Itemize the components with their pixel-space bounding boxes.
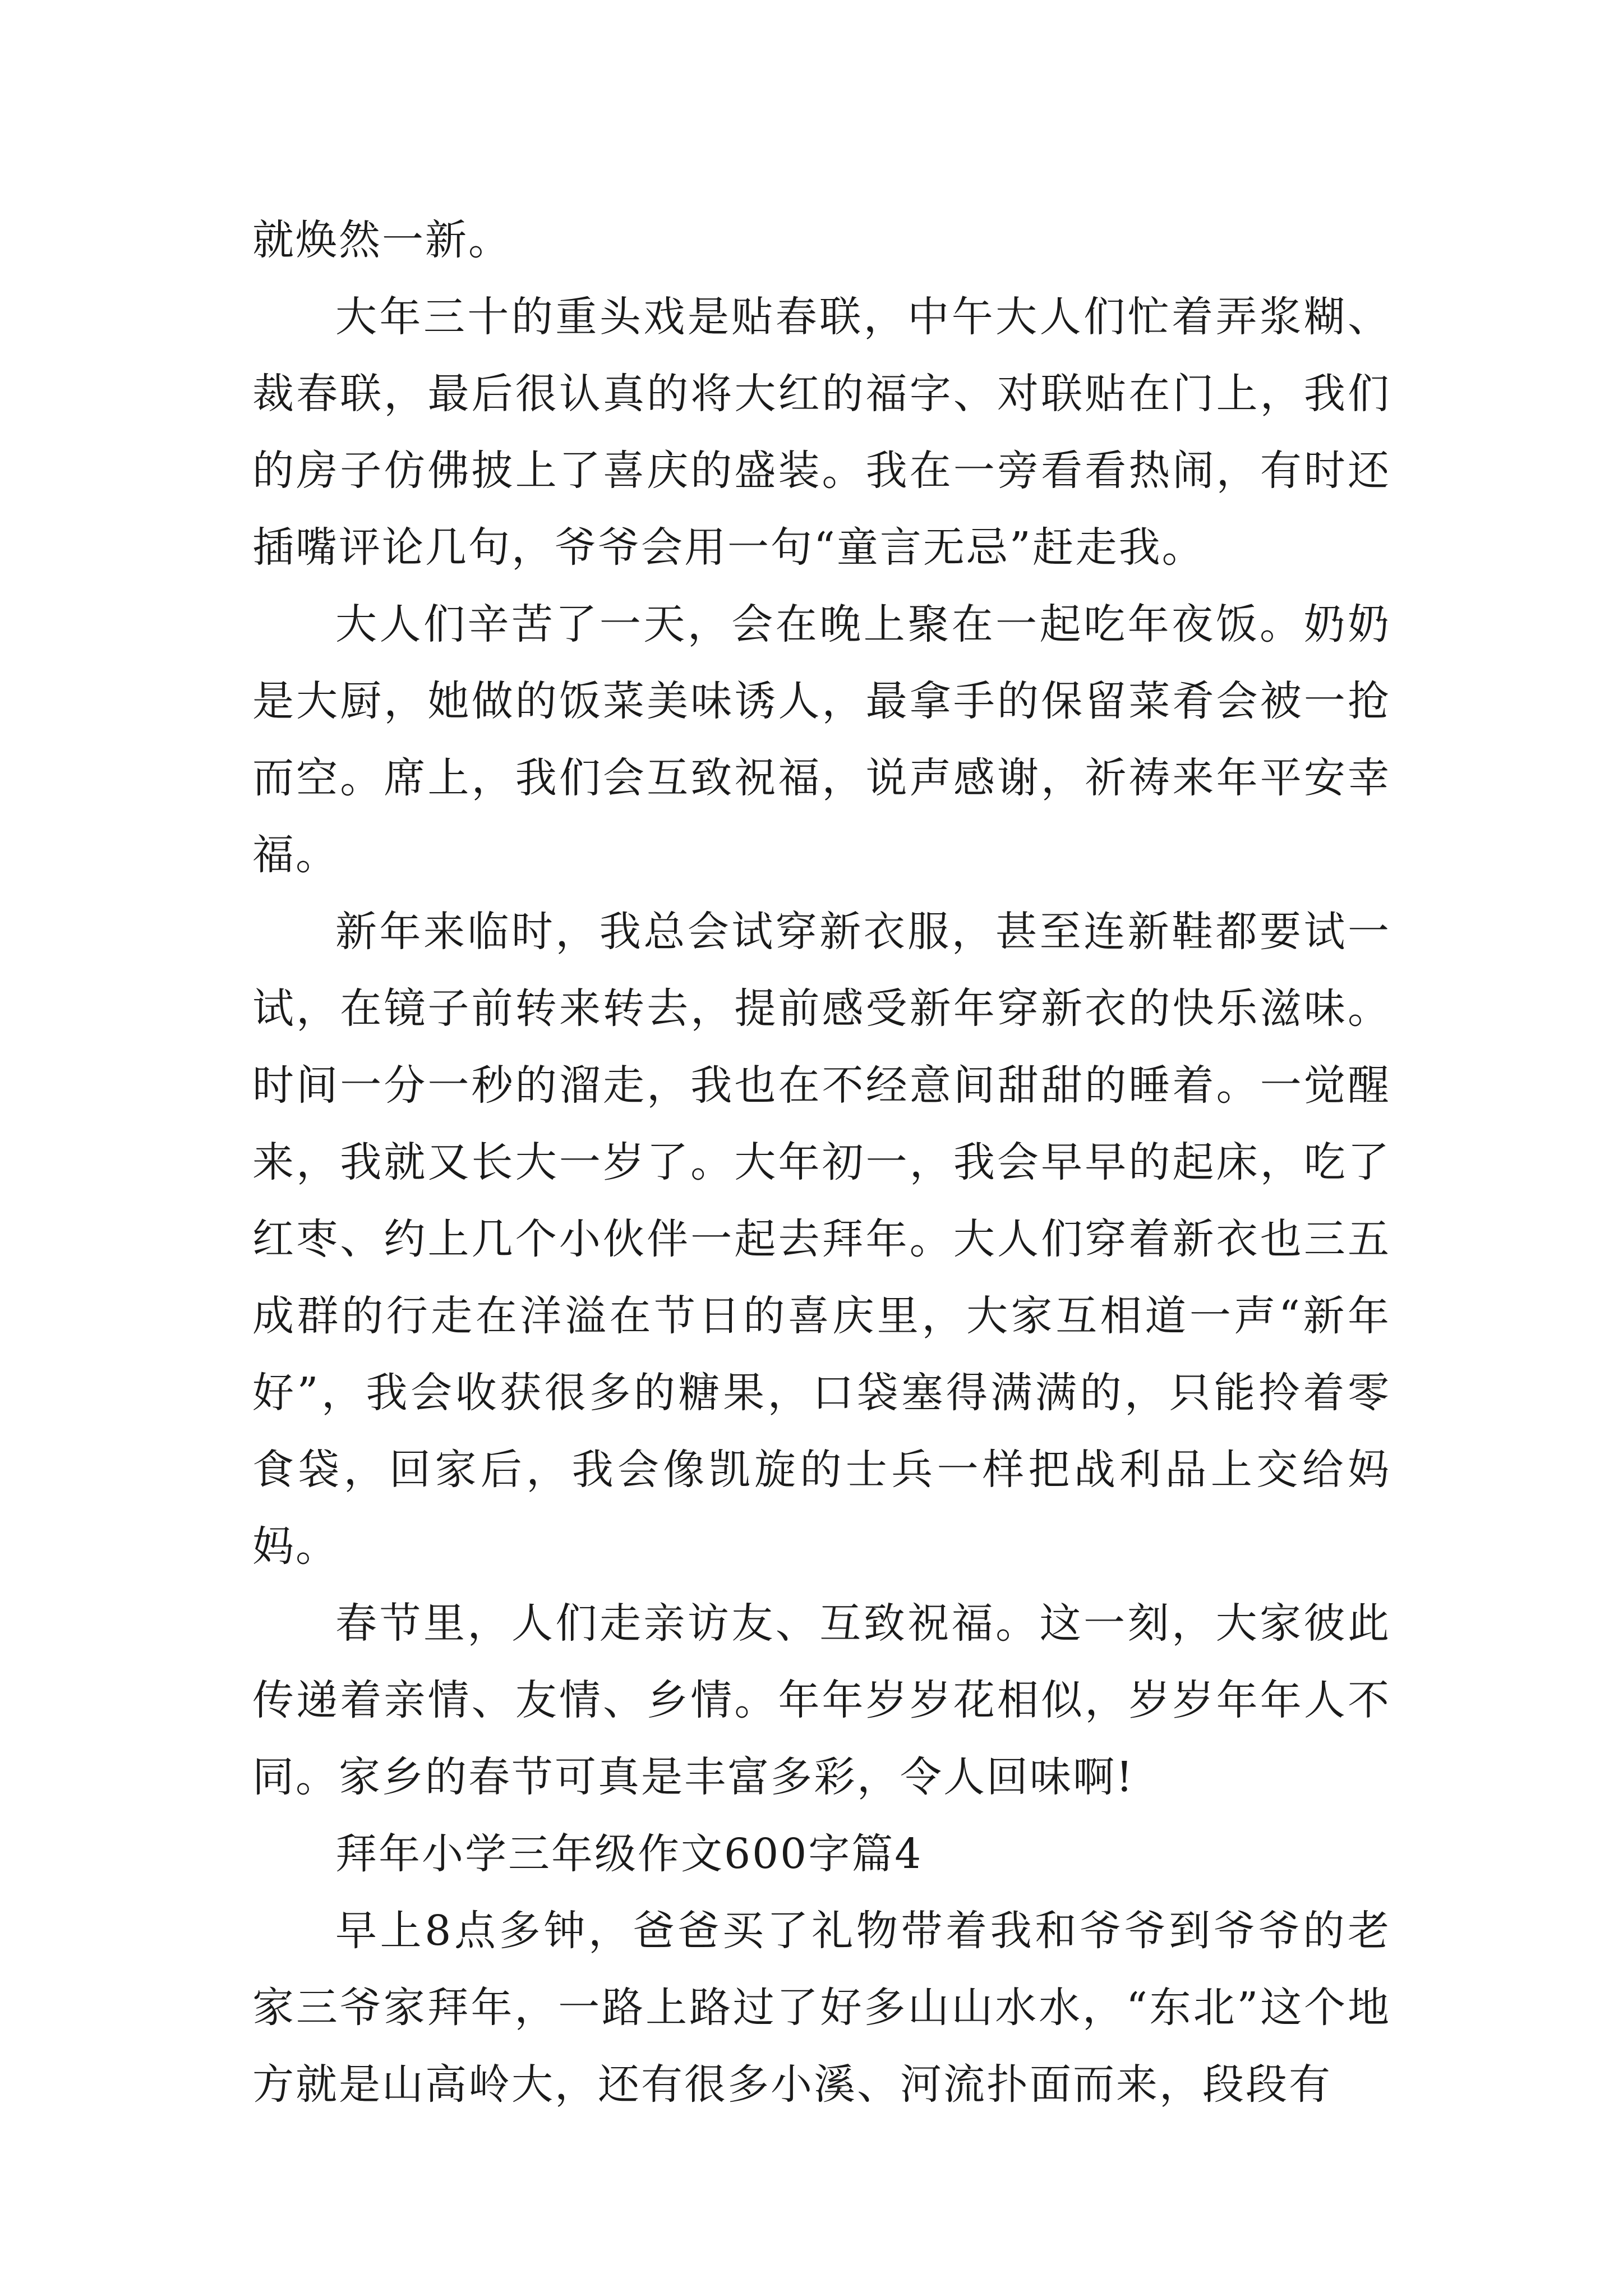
paragraph-continuation: 就焕然一新。	[252, 216, 511, 264]
paragraph-new-clothes: 新年来临时，我总会试穿新衣服，甚至连新鞋都要试一试，在镜子前转来转去，提前感受新年穿新衣的快乐滋味。时间一分一秒的溜走，我也在不经意间甜甜的睡着。一觉醒来，我就又长大一岁了。大年初一，我会早早的起床，吃了红枣、约上几个小伙伴一起去拜年。大人们穿着新衣也三五成群的行走在洋溢在节日的喜庆里，大家互相道一声“新年好”，我会收获很多的糖果，口袋塞得满满的，只能拎着零食袋，回家后，我会像凯旋的士兵一样把战利品上交给妈妈。	[252, 908, 1391, 1571]
paragraph-visit-relatives: 早上8点多钟，爸爸买了礼物带着我和爷爷到爷爷的老家三爷家拜年，一路上路过了好多山山水水，“东北”这个地方就是山高岭大，还有很多小溪、河流扑面而来，段段有	[252, 1907, 1391, 2109]
section-heading: 拜年小学三年级作文600字篇4	[335, 1830, 923, 1878]
document-body	[252, 202, 1391, 2123]
paragraph-conclusion: 春节里，人们走亲访友、互致祝福。这一刻，大家彼此传递着亲情、友情、乡情。年年岁岁花相似，岁岁年年人不同。家乡的春节可真是丰富多彩，令人回味啊!	[252, 1599, 1391, 1801]
paragraph-spring-couplets: 大年三十的重头戏是贴春联，中午大人们忙着弄浆糊、裁春联，最后很认真的将大红的福字、对联贴在门上，我们的房子仿佛披上了喜庆的盛装。我在一旁看看热闹，有时还插嘴评论几句，爷爷会用一句“童言无忌”赶走我。	[252, 293, 1391, 572]
paragraph-new-year-dinner: 大人们辛苦了一天，会在晚上聚在一起吃年夜饭。奶奶是大厨，她做的饭菜美味诱人，最拿手的保留菜肴会被一抢而空。席上，我们会互致祝福，说声感谢，祈祷来年平安幸福。	[252, 600, 1391, 879]
